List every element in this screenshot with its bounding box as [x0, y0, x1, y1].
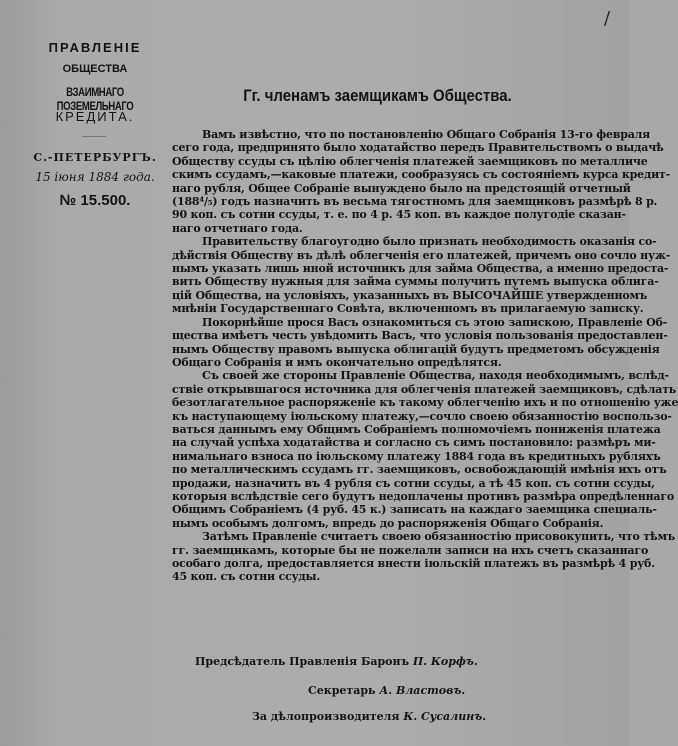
text-line: гг. заемщикамъ, которые бы не пожелали записи на ихъ счетъ сказаннаго — [172, 543, 649, 557]
signature-clerk — [252, 710, 486, 723]
text-line: Вамъ извѣстно, что по постановленiю Общаго Собранiя 13-го февраля — [202, 128, 651, 141]
paragraph — [172, 369, 678, 530]
text-line: наго рубля, Общее Собранiе вынуждено было на предстоящiй отчетный — [172, 181, 631, 195]
text-line: къ наступающему iюльскому платежу,—сочло своею обязанностiю воспользо- — [172, 409, 672, 423]
text-line: Затѣмъ Правленiе считаетъ своею обязанностiю присовокупить, что тѣмъ — [202, 530, 676, 544]
text-line: Съ своей же стороны Правленiе Общества, находя необходимымъ, вслѣд- — [202, 369, 669, 383]
text-line: скимъ ссудамъ,—каковые платежи, сообразуясь съ состоянiемъ курса кредит- — [172, 168, 671, 182]
letterhead-city: С.-ПЕТЕРБУРГЪ. — [33, 151, 157, 164]
letterhead-mutual-land: ВЗАИМНАГО ПОЗЕМЕЛЬНАГО — [56, 85, 134, 113]
paragraph — [172, 530, 676, 584]
letterhead-society: ОБЩЕСТВА — [62, 63, 128, 75]
text-line: Обществу ссуды съ цѣлiю облегченiя платежей заемщиковъ по металличе — [172, 154, 648, 168]
text-line: вить Обществу нужныя для займа суммы получить путемъ выпуска облига- — [172, 275, 659, 289]
text-line: нымъ указать лишь иной источникъ для займа Общества, а именно предоста- — [172, 262, 669, 276]
clerk-label: За дѣлопроизводителя — [252, 710, 400, 723]
text-line: продажи, назначить въ 4 рубля съ сотни ссуды, а тѣ 45 коп. съ сотни ссуды, — [172, 476, 655, 490]
secretary-name: А. Властовъ. — [379, 684, 466, 697]
text-line: особаго долга, предоставляется внести iюльскiй платежъ въ размѣрѣ 4 руб. — [172, 557, 655, 570]
corner-mark: / — [604, 8, 611, 29]
chairman-label: Предсѣдатель Правленiя Баронъ — [195, 655, 410, 668]
letterhead-credit: КРЕДИТА. — [55, 109, 135, 124]
document-body — [172, 128, 678, 584]
text-line: цiй Общества, на условiяхъ, указанныхъ въ ВЫСОЧАЙШЕ утвержденномъ — [172, 288, 648, 302]
clerk-name: К. Сусалинъ. — [403, 710, 487, 723]
chairman-name: П. Корфъ. — [412, 655, 478, 668]
paragraph — [172, 235, 671, 316]
letterhead-board: ПРАВЛЕНIЕ — [48, 40, 142, 55]
text-line: нымъ Обществу правомъ выпуска облигацiй будутъ предметомъ обсужденiя — [172, 342, 660, 356]
text-line: (188⁴/₅) годъ назначить въ весьма тягостномъ для заемщиковъ размѣрѣ 8 р. — [172, 195, 658, 209]
text-line: 90 коп. съ сотни ссуды, т. е. по 4 р. 45 коп. въ каждое полугодiе сказан- — [172, 208, 626, 222]
signature-secretary — [308, 684, 465, 697]
text-line: на случай успѣха ходатайства и согласно съ симъ постановило: размѣръ ми- — [172, 436, 656, 450]
paragraph — [172, 315, 668, 370]
text-line: 45 коп. съ сотни ссуды. — [172, 570, 321, 584]
letterhead-divider — [82, 136, 106, 137]
text-line: Общимъ Собранiемъ (4 руб. 45 к.) записать на каждаго заемщика специаль- — [172, 503, 657, 517]
text-line: ствiе открывшагося источника для облегченiя платежей заемщиковъ, сдѣлать — [172, 382, 677, 396]
text-line: Правительству благоугодно было признать необходимость оказанiя со- — [202, 235, 657, 249]
signature-chairman — [195, 655, 478, 668]
text-line: дѣйствiя Обществу въ дѣлѣ облегченiя его платежей, причемъ оно сочло нуж- — [172, 248, 671, 262]
text-line: которыя вслѣдствiе сего будутъ недоплачены противъ размѣра опредѣленнаго — [172, 489, 675, 503]
text-line: щества имѣетъ честь увѣдомить Васъ, что условiя пользованiя предоставлен- — [172, 329, 668, 343]
text-line: безотлагательное распоряженiе къ такому облегченiю ихъ и по отношенiю уже — [172, 396, 678, 410]
text-line: нымъ особымъ долгомъ, впредь до распоряженiя Общаго Собранiя. — [172, 516, 604, 530]
letterhead-date: 15 iюня 1884 года. — [35, 170, 155, 184]
document-number: № 15.500. — [59, 192, 131, 209]
paragraph — [172, 128, 671, 235]
text-line: сего года, предпринято было ходатайство передъ Правительствомъ о выдачѣ — [172, 141, 664, 155]
text-line: нимальнаго взноса по iюльскому платежу 1884 года въ кредитныхъ рубляхъ — [172, 449, 661, 463]
text-line: ваться даннымъ ему Общимъ Собранiемъ полномочiемъ пониженiя платежа — [172, 422, 661, 436]
text-line: Общаго Собранiя и имъ окончательно опредѣлятся. — [172, 355, 502, 369]
text-line: наго отчетнаго года. — [172, 221, 303, 235]
text-line: мнѣнiи Государственнаго Совѣта, включенномъ въ прилагаемую записку. — [172, 302, 644, 316]
secretary-label: Секретарь — [308, 684, 376, 697]
text-line: Покорнѣйше прося Васъ ознакомиться съ этою запискою, Правленiе Об- — [202, 315, 668, 329]
text-line: по металлическимъ ссудамъ гг. заемщиковъ, освобождающiй имѣнiя ихъ отъ — [172, 463, 667, 477]
document-title: Гг. членамъ заемщикамъ Общества. — [243, 86, 512, 105]
